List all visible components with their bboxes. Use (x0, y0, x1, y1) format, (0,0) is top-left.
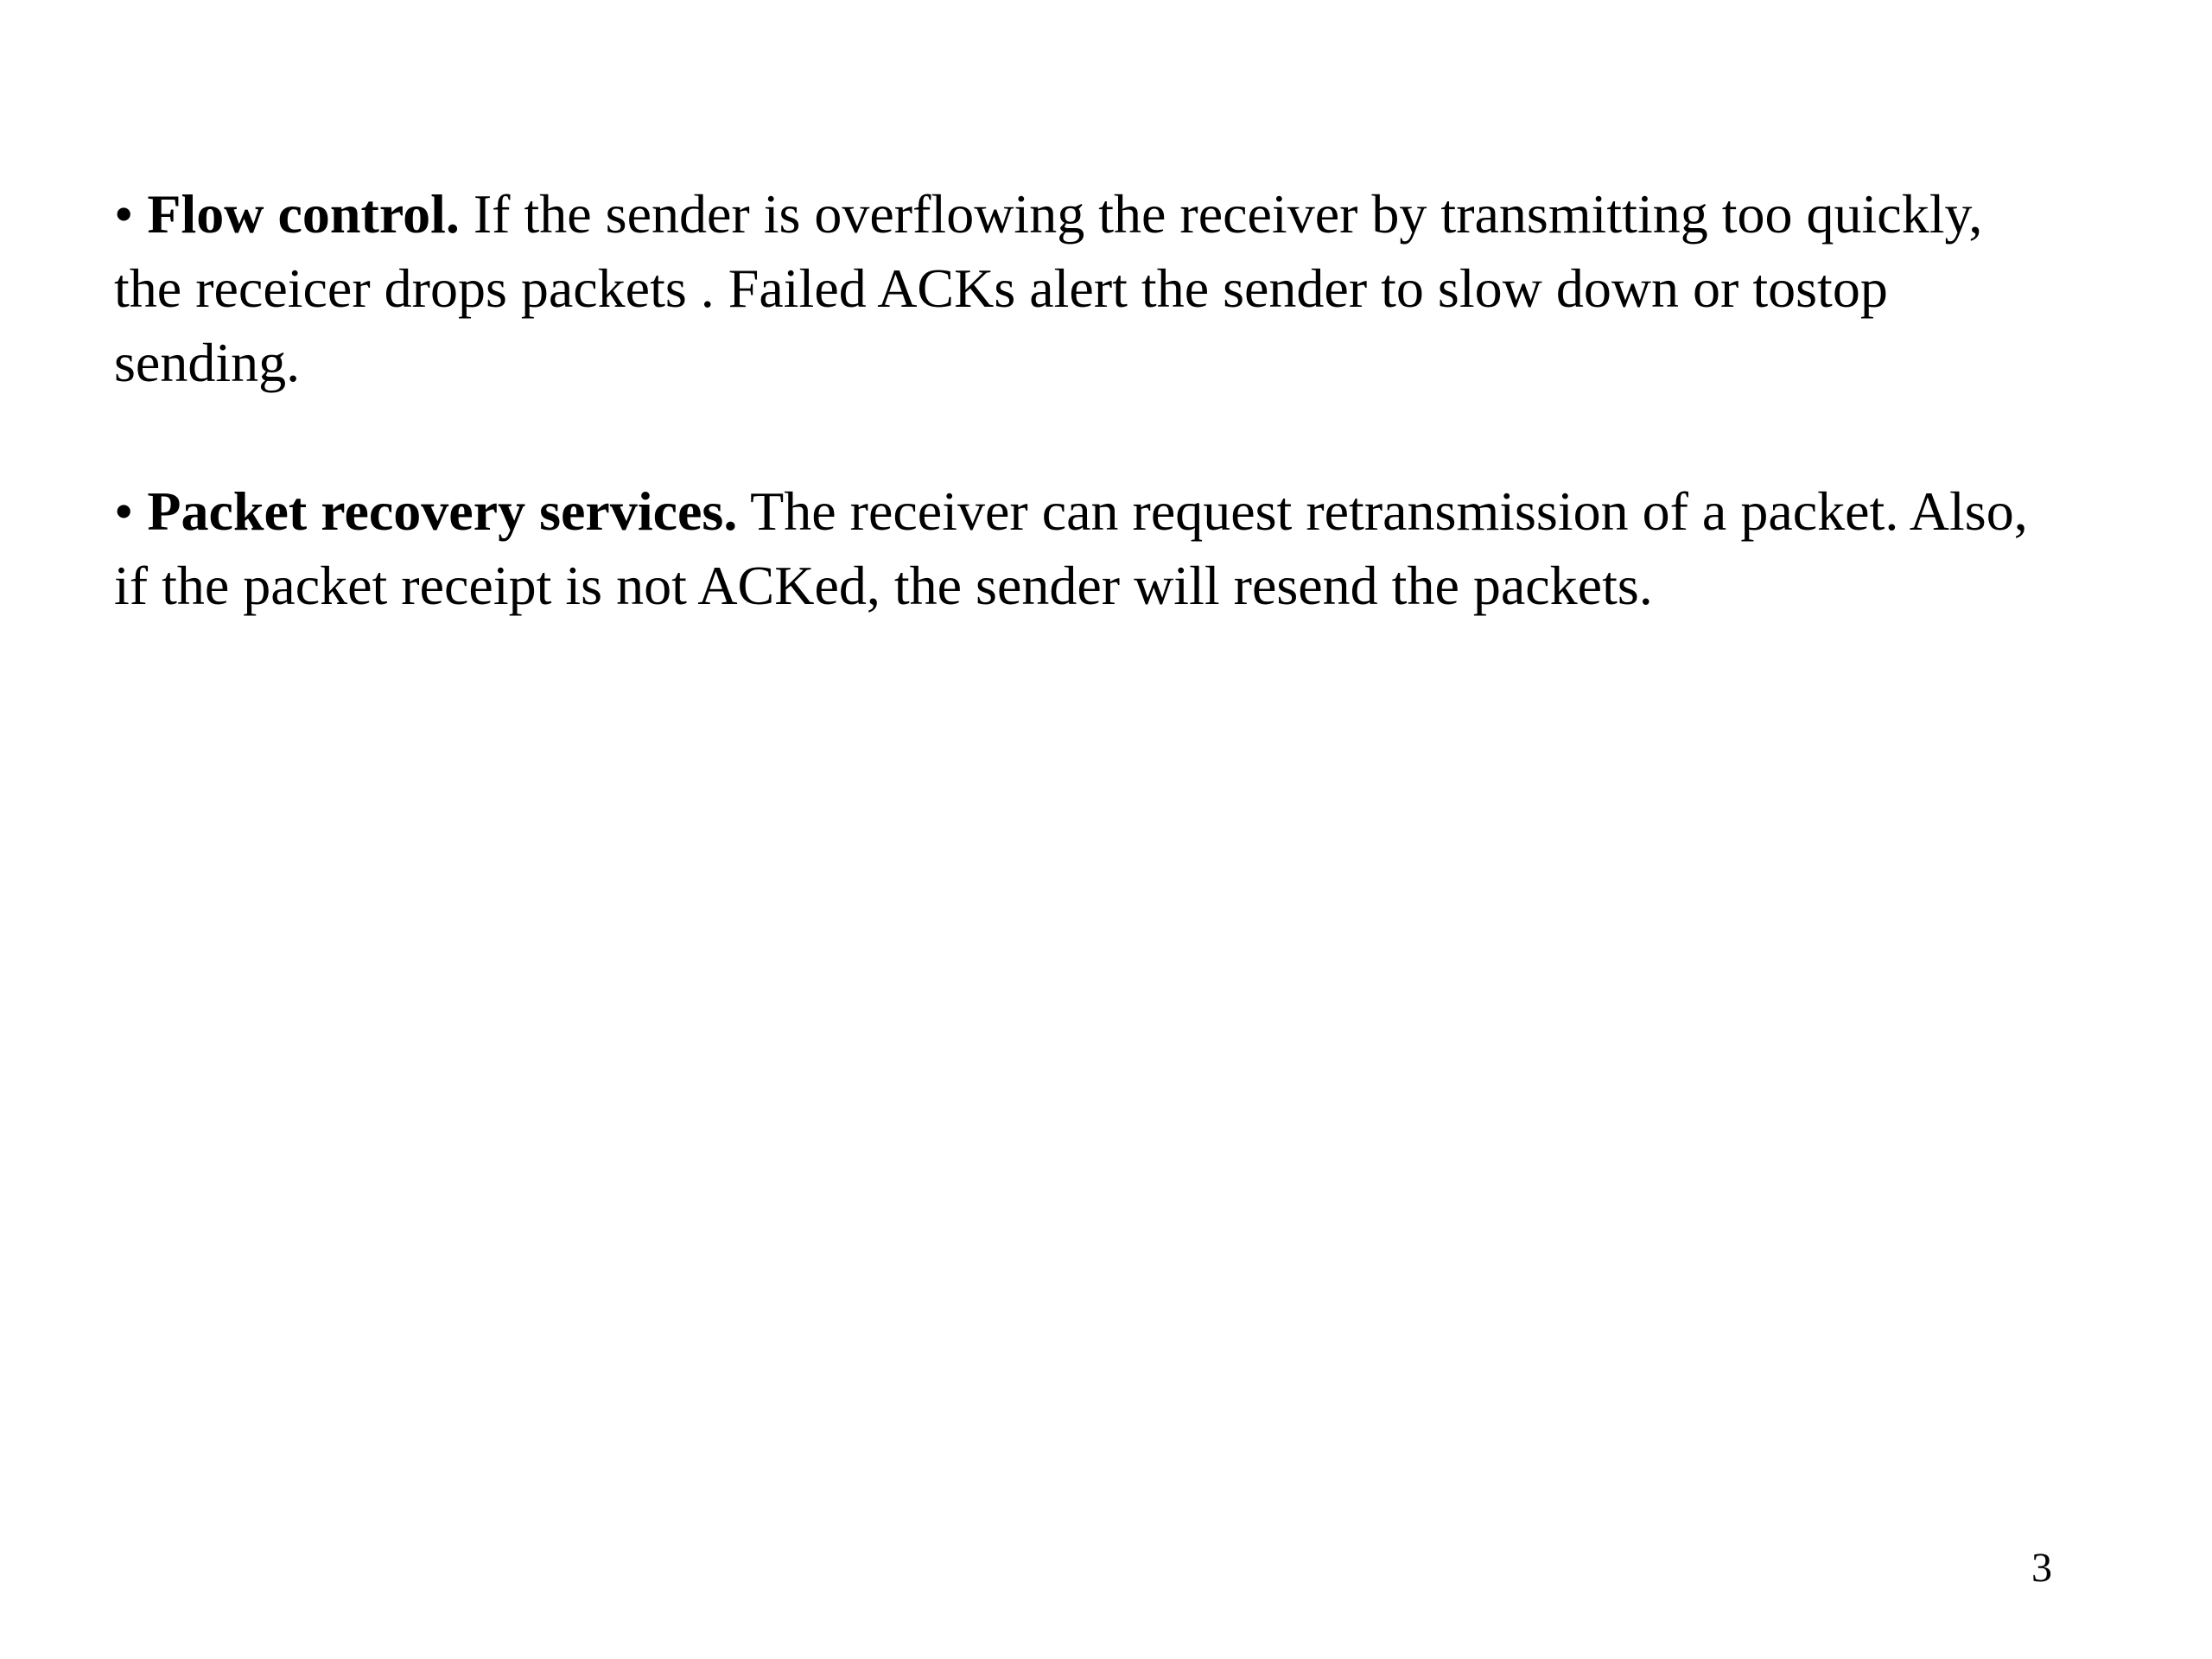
bullet-term: Packet recovery services. (147, 480, 738, 542)
bullet-marker: • (114, 480, 134, 542)
bullet-text: If the sender is overflowing the receiver by transmitting too quickly, the receicer drops packets . Failed ACKs alert the sender to slow down or tostop sending. (114, 183, 1983, 393)
bullet-marker: • (114, 183, 134, 245)
bullet-text: The receiver can request retransmission of a packet. Also, if the packet receipt is not ACKed, the sender will resend the packets. (114, 480, 2028, 616)
bullet-term: Flow control. (147, 183, 460, 245)
bullet-packet-recovery (114, 474, 2058, 623)
slide-body (114, 177, 2058, 623)
page-number: 3 (2031, 1545, 2052, 1591)
bullet-flow-control (114, 177, 2058, 400)
